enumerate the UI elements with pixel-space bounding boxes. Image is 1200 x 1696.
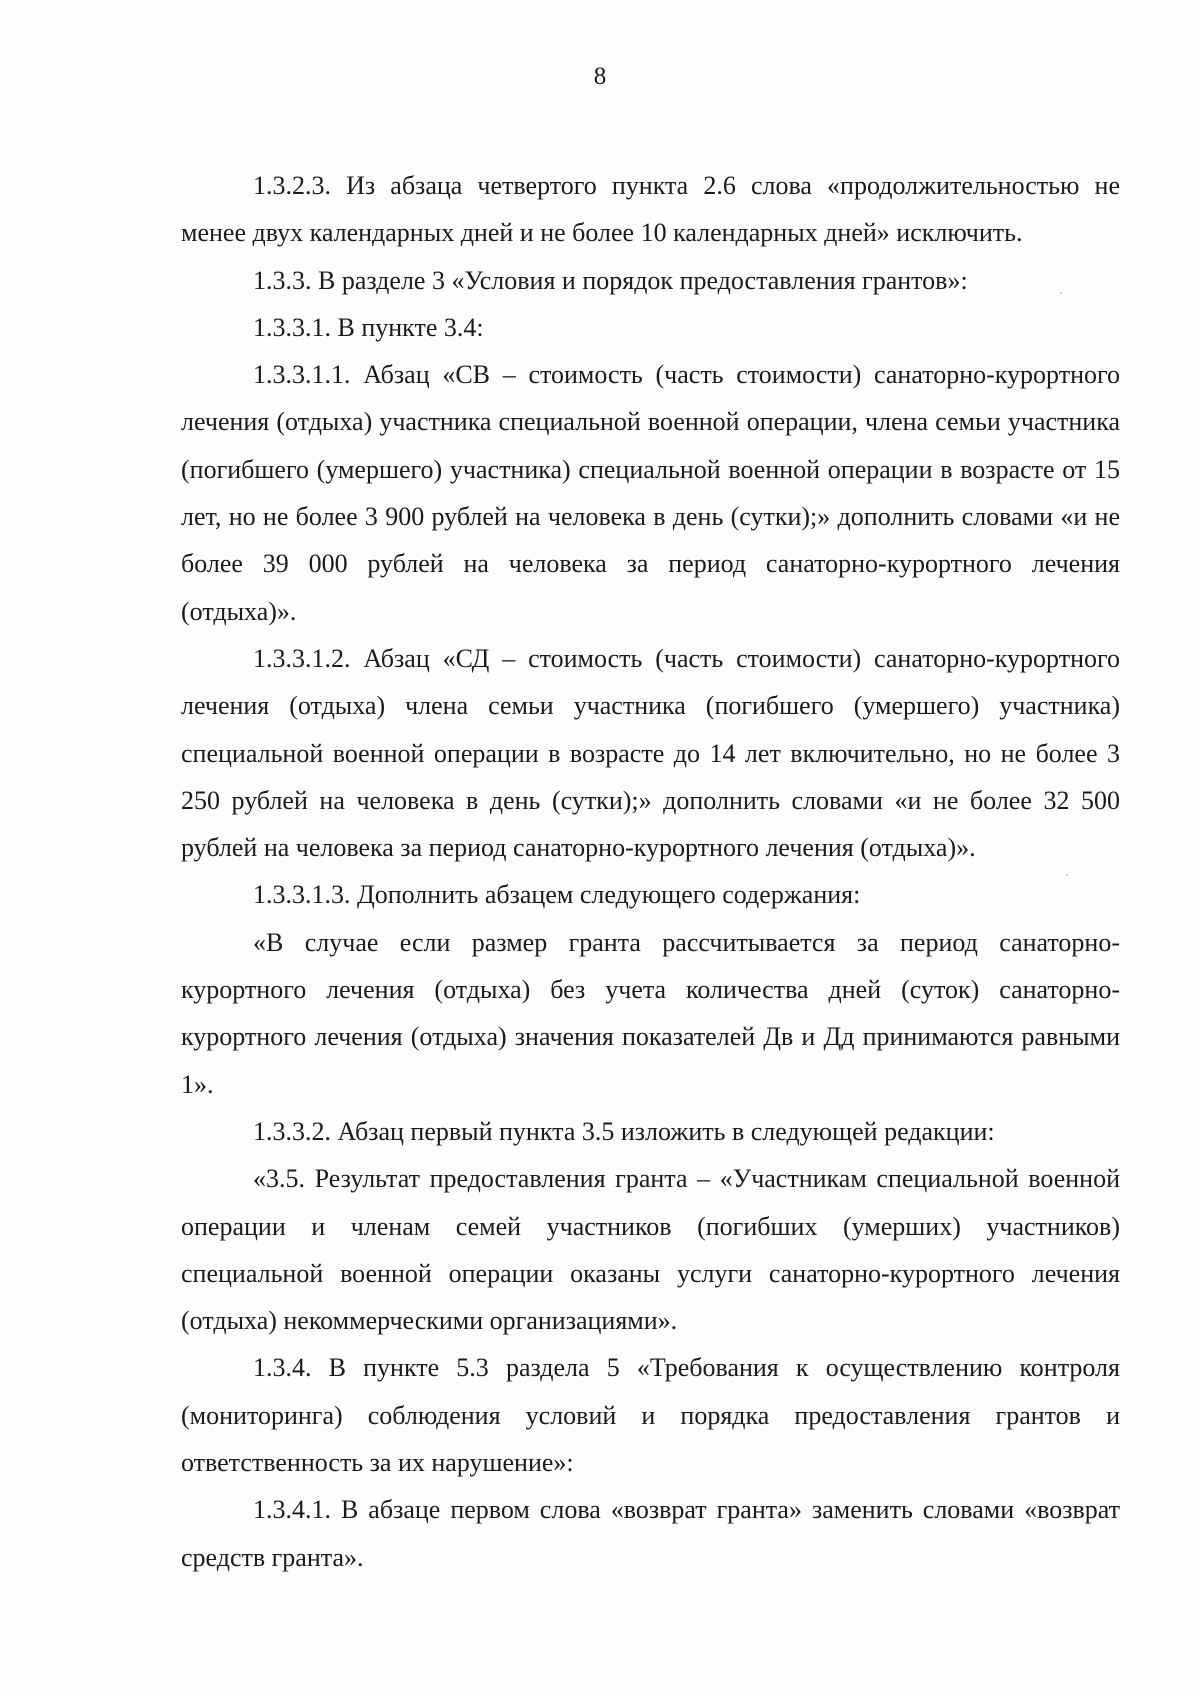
- quoted-paragraph-grant-period: «В случае если размер гранта рассчитывается за период санаторно-курортного лечения (отдыха) без учета количества дней (суток) санаторно-курортного лечения (отдыха) значения показателей Дв и Дд принимаются равными 1».: [181, 927, 1120, 1099]
- paragraph-1-3-3-1: 1.3.3.1. В пункте 3.4:: [253, 312, 484, 342]
- paragraph-1-3-3-1-1: 1.3.3.1.1. Абзац «СВ – стоимость (часть стоимости) санаторно-курортного лечения (отдыха) участника специальной военной операции, члена семьи участника (погибшего (умершего) участника) специальной военной операции в возрасте от 15 лет, но не более 3 900 рублей на человека в день (сутки);» дополнить словами «и не более 39 000 рублей на человека за период санаторно-курортного лечения (отдыха)».: [181, 360, 1120, 626]
- document-body: [181, 162, 1120, 1581]
- scan-artifact: [1066, 874, 1068, 876]
- quoted-paragraph-3-5: «3.5. Результат предоставления гранта – «Участникам специальной военной операции и членам семей участников (погибших (умерших) участников) специальной военной операции оказаны услуги санаторно-курортного лечения (отдыха) некоммерческими организациями».: [181, 1164, 1120, 1336]
- paragraph-1-3-3: 1.3.3. В разделе 3 «Условия и порядок предоставления грантов»:: [253, 265, 968, 295]
- paragraph-1-3-4-1: 1.3.4.1. В абзаце первом слова «возврат гранта» заменить словами «возврат средств гранта».: [181, 1495, 1120, 1572]
- paragraph-1-3-4: 1.3.4. В пункте 5.3 раздела 5 «Требования к осуществлению контроля (мониторинга) соблюдения условий и порядка предоставления грантов и ответственность за их нарушение»:: [181, 1353, 1120, 1478]
- paragraph-1-3-3-2: 1.3.3.2. Абзац первый пункта 3.5 изложить в следующей редакции:: [253, 1116, 995, 1146]
- scan-artifact: [1060, 292, 1062, 294]
- paragraph-1-3-3-1-2: 1.3.3.1.2. Абзац «СД – стоимость (часть стоимости) санаторно-курортного лечения (отдыха) члена семьи участника (погибшего (умершего) участника) специальной военной операции в возрасте до 14 лет включительно, но не более 3 250 рублей на человека в день (сутки);» дополнить словами «и не более 32 500 рублей на человека за период санаторно-курортного лечения (отдыха)».: [181, 643, 1120, 863]
- paragraph-1-3-2-3: 1.3.2.3. Из абзаца четвертого пункта 2.6 слова «продолжительностью не менее двух календарных дней и не более 10 календарных дней» исключить.: [181, 171, 1120, 248]
- page-number: 8: [593, 63, 607, 90]
- paragraph-1-3-3-1-3: 1.3.3.1.3. Дополнить абзацем следующего содержания:: [253, 880, 861, 910]
